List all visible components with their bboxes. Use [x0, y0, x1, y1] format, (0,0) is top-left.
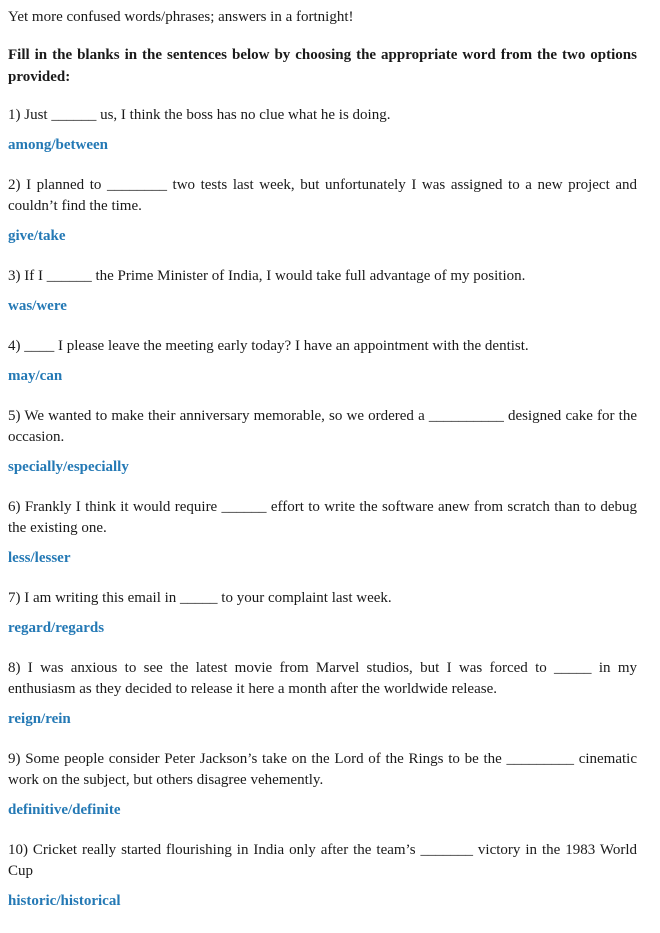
question-item — [8, 175, 637, 246]
question-item — [8, 497, 637, 568]
question-text: 7) I am writing this email in _____ to your complaint last week. — [8, 590, 392, 606]
question-text: 3) If I ______ the Prime Minister of India, I would take full advantage of my position. — [8, 268, 526, 284]
question-item — [8, 840, 637, 911]
question-text: 6) Frankly I think it would require ______ effort to write the software anew from scratch than to debug the existing one. — [8, 499, 637, 536]
answer-options: give/take — [8, 228, 66, 244]
question-text: 10) Cricket really started flourishing in India only after the team’s _______ victory in the 1983 World Cup — [8, 842, 637, 879]
intro-text: Yet more confused words/phrases; answers in a fortnight! — [8, 9, 354, 25]
answer-options: reign/rein — [8, 711, 71, 727]
question-text: 2) I planned to ________ two tests last week, but unfortunately I was assigned to a new project and couldn’t find the time. — [8, 177, 637, 214]
question-item — [8, 588, 637, 638]
question-item — [8, 749, 637, 820]
question-text: 8) I was anxious to see the latest movie from Marvel studios, but I was forced to _____ in my enthusiasm as they decided to release it here a month after the worldwide release. — [8, 660, 637, 697]
question-item — [8, 105, 637, 155]
question-text: 4) ____ I please leave the meeting early today? I have an appointment with the dentist. — [8, 338, 529, 354]
question-text: 9) Some people consider Peter Jackson’s take on the Lord of the Rings to be the _________ cinematic work on the subject, but others disagree vehemently. — [8, 751, 637, 788]
question-text: 1) Just ______ us, I think the boss has no clue what he is doing. — [8, 107, 391, 123]
answer-options: regard/regards — [8, 620, 105, 636]
instructions-text: Fill in the blanks in the sentences below by choosing the appropriate word from the two options provided: — [8, 47, 637, 85]
answer-options: was/were — [8, 298, 67, 314]
question-item — [8, 406, 637, 477]
question-item — [8, 658, 637, 729]
answer-options: definitive/definite — [8, 802, 121, 818]
answer-options: specially/especially — [8, 459, 129, 475]
question-item — [8, 266, 637, 316]
answer-options: may/can — [8, 368, 63, 384]
answer-options: historic/historical — [8, 893, 121, 909]
question-item — [8, 336, 637, 386]
question-text: 5) We wanted to make their anniversary memorable, so we ordered a __________ designed cake for the occasion. — [8, 408, 637, 445]
answer-options: among/between — [8, 137, 108, 153]
answer-options: less/lesser — [8, 550, 71, 566]
